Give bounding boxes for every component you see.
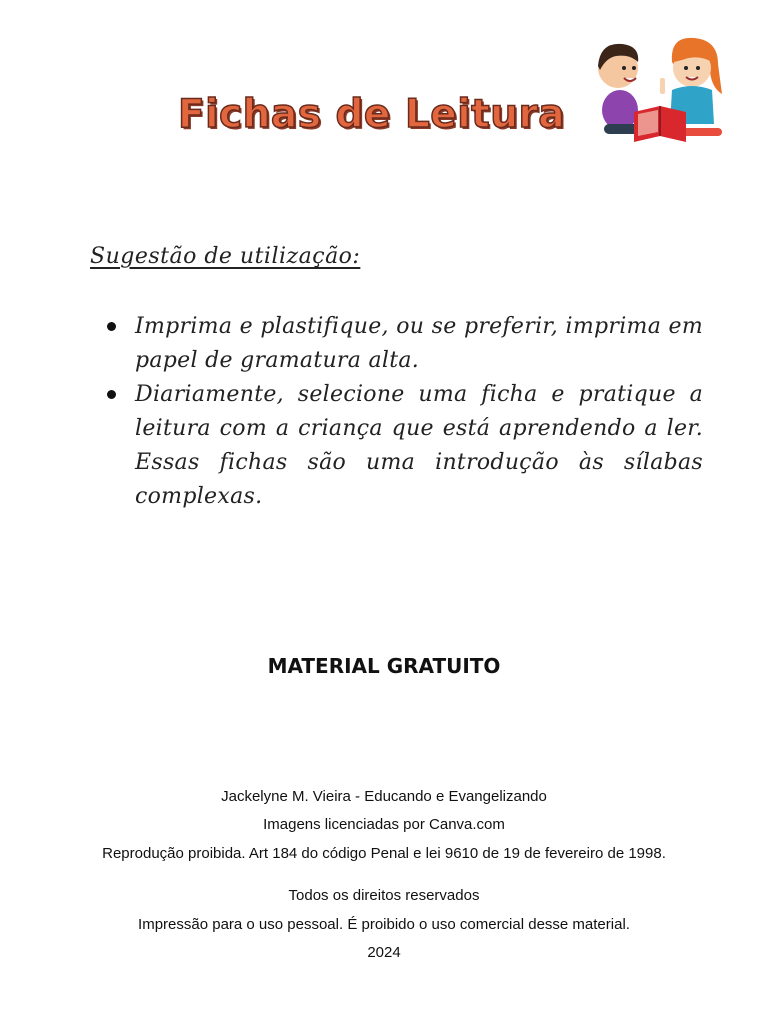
list-item (105, 310, 703, 378)
list-item-text: Diariamente, selecione uma ficha e pratique a leitura com a criança que está aprendendo a ler. Essas fichas são uma introdução às sílabas complexas. (135, 382, 703, 509)
usage-list (105, 310, 703, 514)
credit-rights: Todos os direitos reservados (288, 887, 480, 904)
credit-personal-use: Impressão para o uso pessoal. É proibido o uso comercial desse material. (138, 916, 630, 933)
children-reading-book-icon (586, 32, 732, 148)
list-item-text: Imprima e plastifique, ou se preferir, imprima em papel de gramatura alta. (135, 314, 703, 373)
credit-author: Jackelyne M. Vieira - Educando e Evangelizando (221, 788, 547, 805)
credit-images: Imagens licenciadas por Canva.com (263, 816, 505, 833)
page-title: Fichas de Leitura (178, 92, 566, 137)
credit-reproduction: Reprodução proibida. Art 184 do código Penal e lei 9610 de 19 de fevereiro de 1998. (102, 845, 666, 862)
material-label: MATERIAL GRATUITO (267, 654, 501, 678)
bullet-icon (107, 390, 116, 399)
usage-heading: Sugestão de utilização: (90, 244, 361, 269)
credit-year: 2024 (367, 944, 401, 961)
bullet-icon (107, 322, 116, 331)
list-item (105, 378, 703, 514)
